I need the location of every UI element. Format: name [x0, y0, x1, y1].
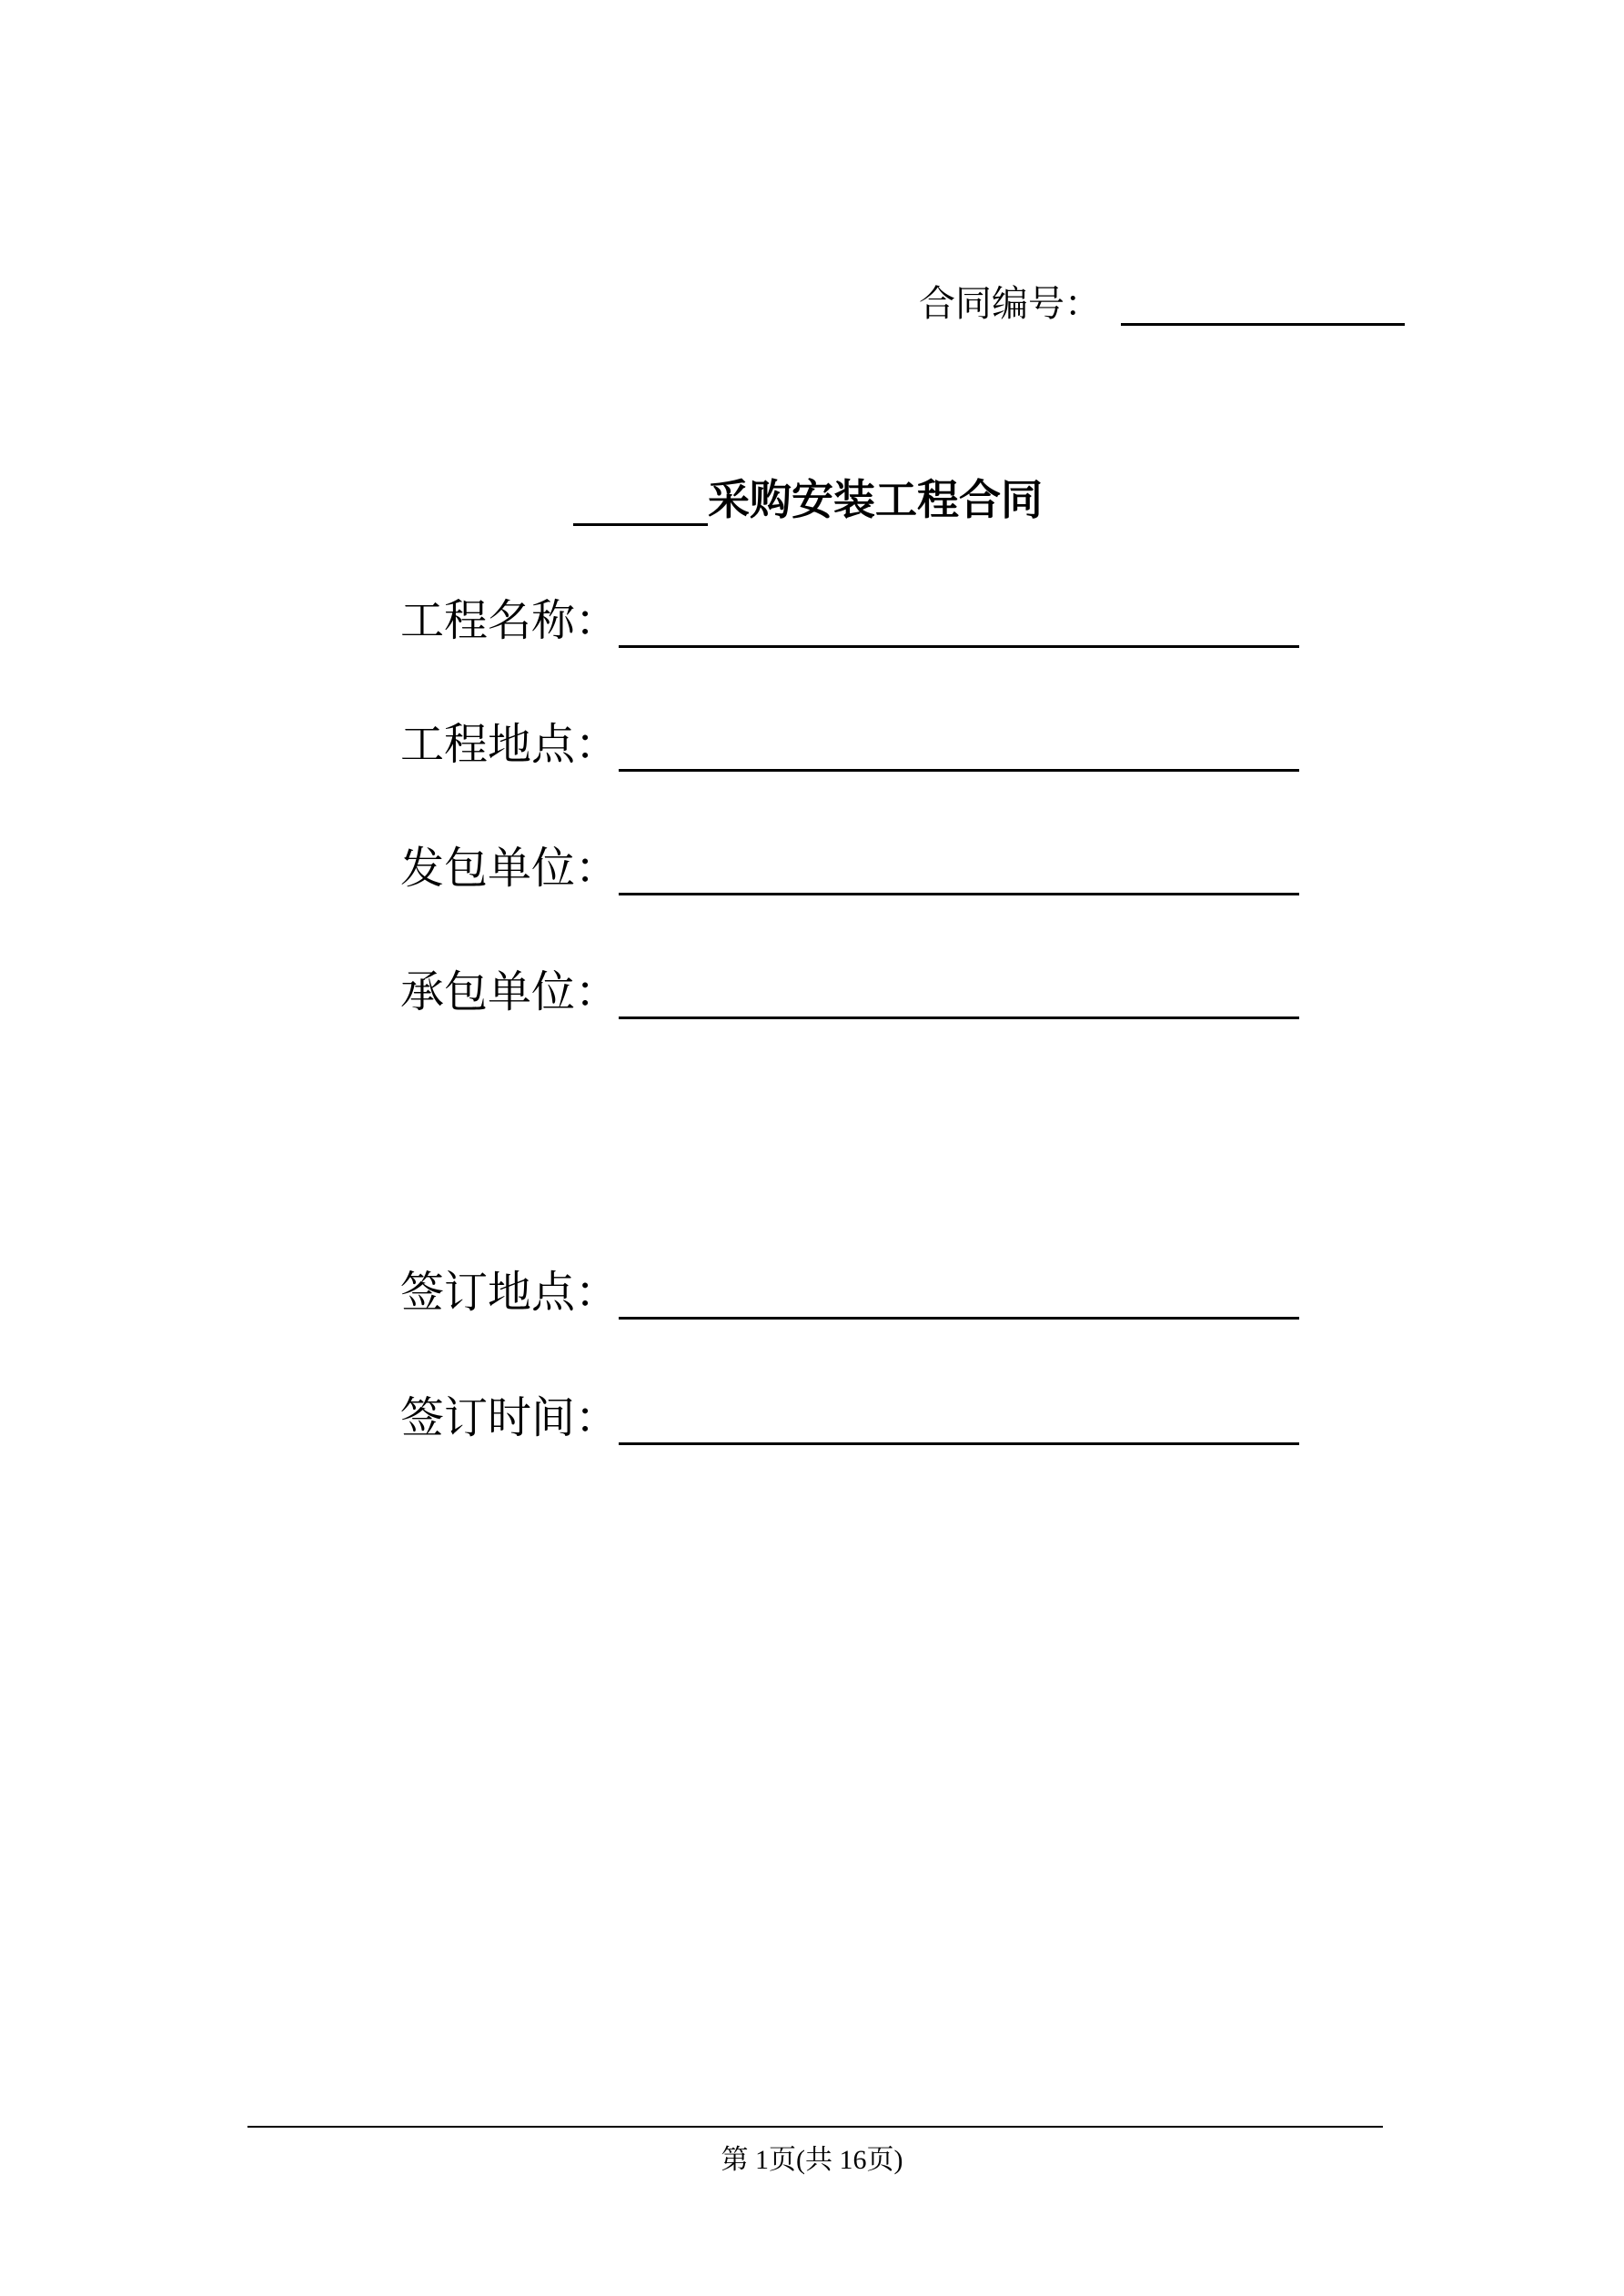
- title-prefix-blank[interactable]: [573, 478, 708, 526]
- title-text: 采购安装工程合同: [708, 475, 1043, 524]
- contract-number-blank[interactable]: [1121, 283, 1405, 326]
- field-label: 发包单位：: [400, 843, 620, 894]
- footer-divider: [247, 2126, 1383, 2128]
- field-blank-line[interactable]: [619, 596, 1299, 648]
- field-blank-line[interactable]: [619, 720, 1299, 772]
- field-label: 承包单位：: [400, 966, 620, 1017]
- field-label: 签订时间：: [400, 1392, 620, 1443]
- field-contractor: [400, 965, 1299, 1019]
- field-blank-line[interactable]: [619, 967, 1299, 1019]
- field-blank-line[interactable]: [619, 1268, 1299, 1320]
- field-signing-place: [400, 1265, 1299, 1320]
- field-signing-date: [400, 1391, 1299, 1445]
- contract-number-label: 合同编号：: [919, 283, 1101, 325]
- contract-number: [919, 282, 1405, 326]
- field-blank-line[interactable]: [619, 844, 1299, 895]
- field-project-name: [400, 593, 1299, 648]
- field-label: 工程名称：: [400, 595, 620, 646]
- field-label: 签订地点：: [400, 1267, 620, 1318]
- field-project-location: [400, 717, 1299, 772]
- field-label: 工程地点：: [400, 719, 620, 770]
- document-title: [573, 473, 1043, 526]
- page-number: 第 1页(共 16页): [721, 2145, 903, 2175]
- field-blank-line[interactable]: [619, 1393, 1299, 1445]
- field-employer: [400, 841, 1299, 895]
